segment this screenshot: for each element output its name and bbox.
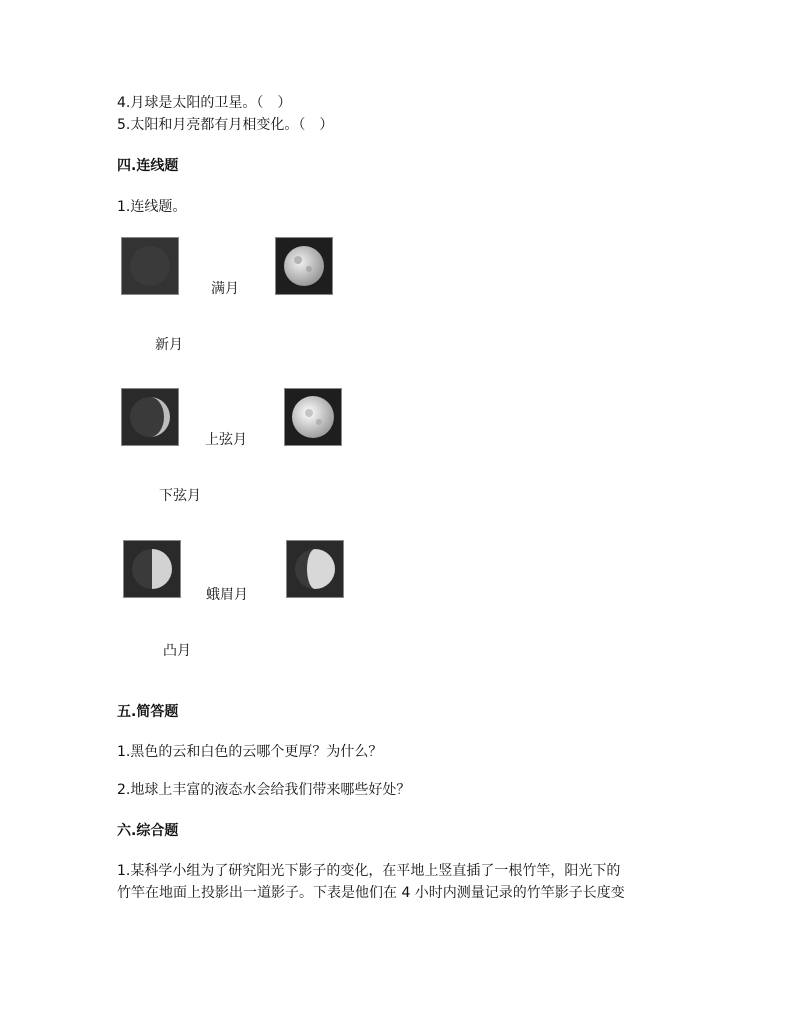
- section5-heading: 五.简答题: [117, 704, 179, 720]
- label-first-quarter: 上弦月: [205, 432, 247, 448]
- moon-image-new-dark: [122, 238, 178, 294]
- quarter-moon-icon: [124, 541, 180, 597]
- judgement-q4: 4.月球是太阳的卫星。（ ）: [117, 95, 292, 111]
- full-moon-icon: [276, 238, 332, 294]
- label-full-moon: 满月: [211, 281, 239, 297]
- moon-image-quarter: [124, 541, 180, 597]
- section6-heading: 六.综合题: [117, 823, 179, 839]
- label-crescent: 蛾眉月: [206, 587, 248, 603]
- label-last-quarter: 下弦月: [159, 488, 201, 504]
- moon-image-full-1: [276, 238, 332, 294]
- crescent-moon-icon: [122, 389, 178, 445]
- judgement-q5: 5.太阳和月亮都有月相变化。（ ）: [117, 117, 334, 133]
- label-gibbous: 凸月: [163, 643, 191, 659]
- section5-q1: 1.黑色的云和白色的云哪个更厚？为什么？: [117, 744, 383, 760]
- section4-heading: 四.连线题: [117, 158, 179, 174]
- section4-q1: 1.连线题。: [117, 199, 187, 215]
- moon-image-gibbous: [287, 541, 343, 597]
- section6-q1-line2: 竹竿在地面上投影出一道影子。下表是他们在 4 小时内测量记录的竹竿影子长度变: [117, 885, 625, 901]
- full-moon-icon: [285, 389, 341, 445]
- section5-q2: 2.地球上丰富的液态水会给我们带来哪些好处？: [117, 782, 411, 798]
- moon-image-crescent-thin: [122, 389, 178, 445]
- label-new-moon: 新月: [155, 337, 183, 353]
- moon-image-full-2: [285, 389, 341, 445]
- new-moon-icon: [122, 238, 178, 294]
- section6-q1-line1: 1.某科学小组为了研究阳光下影子的变化，在平地上竖直插了一根竹竿，阳光下的: [117, 863, 621, 879]
- gibbous-moon-icon: [287, 541, 343, 597]
